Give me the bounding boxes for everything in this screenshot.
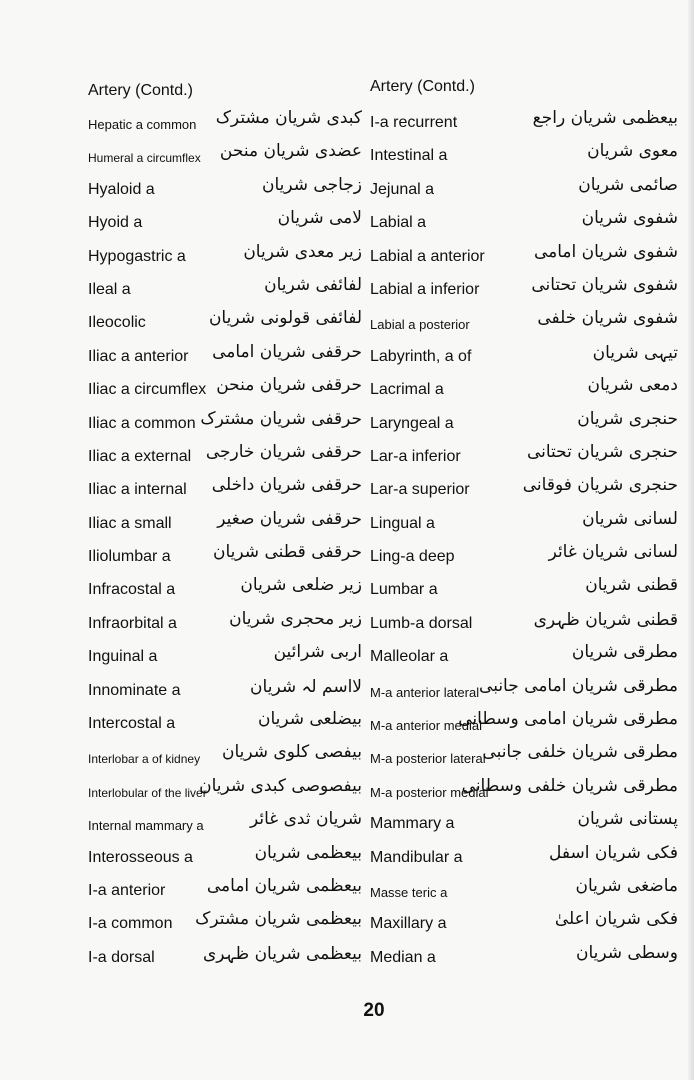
table-row	[88, 141, 678, 174]
english-term-left: Iliac a small	[88, 514, 172, 532]
urdu-term-right: لسانی شریان	[582, 508, 678, 529]
urdu-term-right: فکی شریان اعلیٰ	[554, 909, 678, 930]
urdu-term-left: حرقفی شریان مشترک	[200, 408, 362, 429]
urdu-term-right: فکی شریان اسفل	[549, 842, 678, 863]
urdu-term-right: بیعظمی شریان راجع	[532, 108, 678, 128]
urdu-term-left: بیضلعی شریان	[257, 709, 362, 730]
english-term-left: Hypogastric a	[88, 247, 186, 265]
english-term-right: Lacrimal a	[370, 381, 444, 399]
english-term-left: Iliac a common	[88, 414, 196, 432]
english-term-right: M-a posterior medial	[370, 784, 489, 800]
table-row	[88, 308, 678, 341]
english-term-left: Iliolumbar a	[88, 548, 171, 566]
english-term-right: Laryngeal a	[370, 414, 454, 432]
page-edge	[688, 0, 694, 1080]
english-term-left: Interosseous a	[88, 848, 193, 866]
english-term-right: Labial a inferior	[370, 280, 480, 298]
urdu-term-left: بیفصی کلوی شریان	[221, 742, 362, 763]
english-term-left: Hyoid a	[88, 214, 143, 232]
english-term-left: Humeral a circumflex	[88, 151, 201, 166]
urdu-term-right: حنجری شریان تحتانی	[526, 441, 678, 462]
urdu-term-right: شفوی شریان امامی	[533, 241, 678, 262]
urdu-term-right: حنجری شریان فوقانی	[522, 475, 678, 496]
table-row	[88, 843, 678, 876]
glossary-rows	[88, 108, 678, 976]
english-term-left: Hyaloid a	[88, 180, 155, 198]
urdu-term-left: بیعظمی شریان	[254, 842, 362, 863]
urdu-term-right: صائمی شریان	[578, 174, 678, 195]
english-term-left: Hepatic a common	[88, 117, 197, 132]
table-row	[88, 676, 678, 709]
urdu-term-right: ماضغی شریان	[575, 875, 678, 896]
table-row	[88, 609, 678, 642]
table-row	[88, 342, 678, 375]
urdu-term-right: پستانی شریان	[577, 809, 678, 830]
urdu-term-right: تیہی شریان	[592, 342, 678, 363]
english-term-right: Maxillary a	[370, 915, 447, 933]
english-term-left: I-a anterior	[88, 881, 166, 899]
urdu-term-right: دمعی شریان	[587, 375, 678, 396]
english-term-right: Median a	[370, 948, 436, 966]
urdu-term-left: لفائفی قولونی شریان	[208, 308, 362, 329]
table-row	[88, 709, 678, 742]
english-term-right: Mandibular a	[370, 848, 463, 866]
urdu-term-right: وسطی شریان	[576, 942, 678, 963]
english-term-left: Ileocolic	[88, 314, 146, 332]
urdu-term-left: شریان ثدی غائر	[250, 809, 362, 830]
urdu-term-left: حرقفی شریان خارجی	[205, 441, 362, 462]
english-term-left: Iliac a external	[88, 447, 192, 465]
urdu-term-right: مطرقی شریان خلفی وسطانی	[461, 775, 678, 796]
english-term-right: Lumbar a	[370, 581, 438, 599]
table-row	[88, 876, 678, 909]
urdu-term-left: حرقفی شریان امامی	[212, 341, 362, 362]
english-term-left: Iliac a internal	[88, 481, 187, 499]
urdu-term-right: لسانی شریان غائر	[548, 542, 678, 563]
urdu-term-right: مطرقی شریان خلفی جانبی	[482, 742, 678, 763]
urdu-term-right: قطنی شریان	[585, 575, 678, 596]
urdu-term-left: بیعظمی شریان مشترک	[195, 909, 362, 930]
urdu-term-right: مطرقی شریان	[571, 642, 678, 663]
english-term-left: Interlobular of the liver	[88, 785, 207, 800]
english-term-left: Innominate a	[88, 681, 181, 699]
table-row	[88, 108, 678, 141]
table-row	[88, 475, 678, 508]
table-row	[88, 275, 678, 308]
english-term-right: I-a recurrent	[370, 114, 458, 131]
urdu-term-left: زجاجی شریان	[262, 174, 362, 195]
right-column-heading: Artery (Contd.)	[370, 78, 475, 95]
english-term-left: Inguinal a	[88, 648, 158, 666]
table-row	[88, 776, 678, 809]
table-row	[88, 809, 678, 842]
urdu-term-left: لااسم لہ شریان	[250, 676, 362, 697]
urdu-term-right: شفوی شریان تحتانی	[531, 274, 678, 295]
urdu-term-left: لفائفی شریان	[264, 274, 362, 295]
urdu-term-left: بیعظمی شریان ظہری	[202, 943, 362, 964]
urdu-term-left: حرقفی شریان منحن	[216, 375, 362, 396]
table-row	[88, 442, 678, 475]
table-row	[88, 542, 678, 575]
english-term-right: Ling-a deep	[370, 548, 455, 566]
urdu-term-left: عضدی شریان منحن	[219, 141, 362, 162]
english-term-left: Ileal a	[88, 280, 131, 298]
english-term-right: Intestinal a	[370, 147, 448, 165]
table-row	[88, 208, 678, 241]
page-number: 20	[363, 1000, 385, 1021]
english-term-right: M-a anterior lateral	[370, 684, 480, 700]
english-term-left: Intercostal a	[88, 715, 176, 733]
glossary-table	[88, 78, 678, 976]
english-term-right: Labyrinth, a of	[370, 347, 472, 365]
urdu-term-left: بیفصوصی کبدی شریان	[199, 775, 362, 796]
english-term-right: Labial a posterior	[370, 317, 470, 333]
english-term-right: Lar-a inferior	[370, 447, 461, 465]
table-row	[88, 642, 678, 675]
table-row	[88, 175, 678, 208]
urdu-term-right: مطرقی شریان امامی وسطانی	[458, 709, 678, 730]
table-row	[88, 943, 678, 976]
urdu-term-left: بیعظمی شریان امامی	[206, 875, 362, 896]
english-term-right: M-a anterior medial	[370, 718, 482, 734]
english-term-left: I-a dorsal	[88, 948, 155, 966]
urdu-term-right: شفوی شریان خلفی	[537, 308, 678, 329]
english-term-left: I-a common	[88, 915, 173, 933]
english-term-right: Jejunal a	[370, 180, 435, 198]
english-term-right: Masse teric a	[370, 884, 448, 900]
english-term-right: Lar-a superior	[370, 481, 470, 499]
urdu-term-left: حرقفی شریان داخلی	[211, 475, 362, 496]
urdu-term-left: لامی شریان	[277, 208, 362, 229]
english-term-right: Labial a	[370, 214, 427, 232]
english-term-right: Lumb-a dorsal	[370, 614, 473, 632]
english-term-left: Iliac a anterior	[88, 347, 189, 365]
english-term-right: Mammary a	[370, 815, 455, 833]
table-row	[88, 242, 678, 275]
english-term-left: Infraorbital a	[88, 614, 177, 632]
english-term-left: Iliac a circumflex	[88, 381, 207, 399]
table-row	[88, 909, 678, 942]
urdu-term-left: اربی شرائین	[273, 642, 362, 663]
table-row	[88, 409, 678, 442]
urdu-term-left: کبدی شریان مشترک	[215, 108, 362, 128]
urdu-term-right: معوی شریان	[587, 141, 678, 162]
urdu-term-right: حنجری شریان	[577, 408, 678, 429]
table-row	[88, 375, 678, 408]
urdu-term-left: حرقفی شریان صغیر	[217, 508, 362, 529]
table-row	[88, 575, 678, 608]
english-term-right: Labial a anterior	[370, 247, 485, 265]
table-row	[88, 509, 678, 542]
urdu-term-left: حرقفی قطنی شریان	[213, 542, 362, 563]
urdu-term-right: مطرقی شریان امامی جانبی	[479, 675, 678, 696]
english-term-left: Infracostal a	[88, 581, 176, 599]
english-term-right: M-a posterior lateral	[370, 751, 486, 767]
urdu-term-left: زیر ضلعی شریان	[240, 575, 362, 596]
urdu-term-left: زیر محجری شریان	[229, 608, 362, 629]
left-column-heading: Artery (Contd.)	[88, 82, 193, 99]
urdu-term-right: شفوی شریان	[581, 208, 678, 229]
english-term-right: Malleolar a	[370, 648, 449, 666]
english-term-left: Interlobar a of kidney	[88, 752, 201, 767]
table-row	[88, 742, 678, 775]
urdu-term-left: زیر معدی شریان	[243, 241, 362, 262]
english-term-left: Internal mammary a	[88, 818, 204, 834]
urdu-term-right: قطنی شریان ظہری	[533, 609, 678, 630]
english-term-right: Lingual a	[370, 514, 435, 532]
header-row	[88, 78, 678, 108]
